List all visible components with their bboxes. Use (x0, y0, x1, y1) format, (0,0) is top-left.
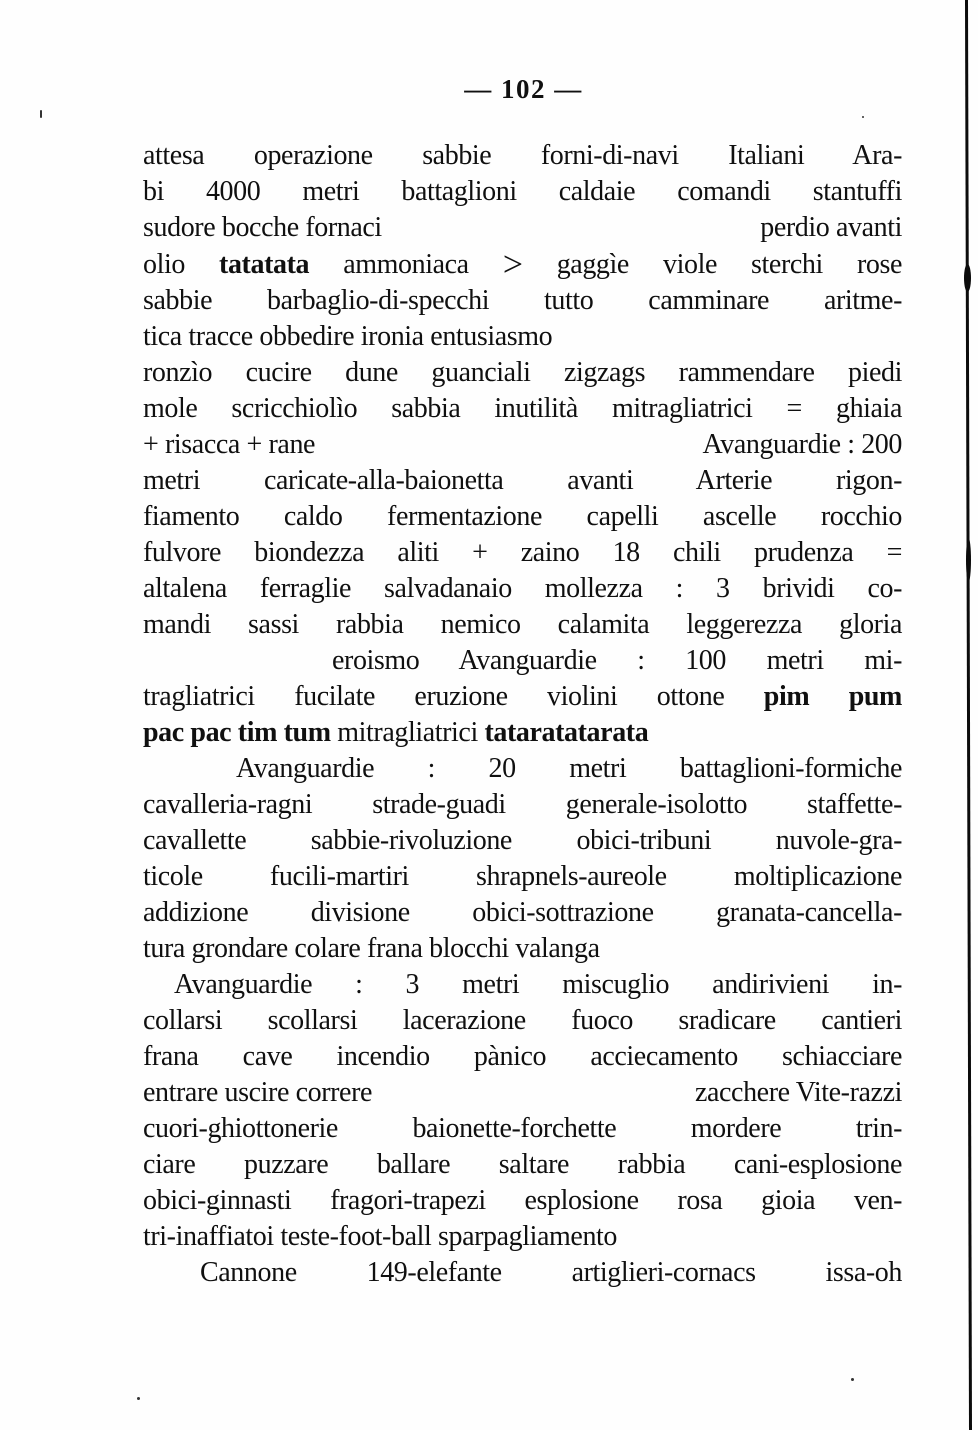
text-line (143, 1003, 902, 1039)
text-segment: Avanguardie : 200 (702, 429, 902, 460)
text-segment: gaggìe viole sterchi rose (522, 249, 902, 280)
text-line (143, 787, 902, 823)
text-segment: frana cave incendio pànico acciecamento schiacciare (143, 1041, 902, 1072)
text-segment: addizione divisione obici-sottrazione granata-cancella- (143, 897, 902, 928)
text-segment: ciare puzzare ballare saltare rabbia cani-esplosione (143, 1149, 902, 1180)
bold-word: tatatata (219, 249, 310, 280)
text-line (143, 895, 902, 931)
text-segment: bi 4000 metri battaglioni caldaie comandi stantuffi (143, 176, 902, 207)
text-segment: ticole fucili-martiri shrapnels-aureole moltiplicazione (143, 861, 902, 892)
text-line (143, 1111, 902, 1147)
text-line (143, 751, 902, 787)
text-segment: tri-inaffiatoi teste-foot-ball sparpagliamento (143, 1221, 618, 1252)
text-segment: fulvore biondezza aliti + zaino 18 chili prudenza = (143, 537, 902, 568)
text-segment: ronzìo cucire dune guanciali zigzags rammendare piedi (143, 357, 902, 388)
text-line (143, 1219, 902, 1255)
bold-word: tataratatarata (484, 717, 649, 748)
text-segment: mitragliatrici (330, 717, 485, 748)
text-segment: tica tracce obbedire ironia entusiasmo (143, 321, 553, 352)
text-line (143, 823, 902, 859)
text-line (143, 391, 902, 427)
text-line (143, 283, 902, 319)
text-segment: obici-ginnasti fragori-trapezi esplosione rosa gioia ven- (143, 1185, 902, 1216)
text-line (143, 679, 902, 715)
text-segment: Cannone 149-elefante artiglieri-cornacs issa-oh (200, 1257, 902, 1288)
greater-than-symbol: > (502, 244, 523, 284)
text-segment: altalena ferraglie salvadanaio mollezza : 3 brividi co- (143, 573, 902, 604)
text-segment: Avanguardie : 20 metri battaglioni-formiche (236, 753, 902, 784)
text-line (143, 1075, 902, 1111)
ink-speck (40, 110, 42, 118)
text-line (143, 571, 902, 607)
text-segment: attesa operazione sabbie forni-di-navi Italiani Ara- (143, 140, 902, 171)
text-segment: zacchere Vite-razzi (694, 1077, 902, 1108)
text-line (143, 1147, 902, 1183)
text-line (143, 607, 902, 643)
text-line (143, 1183, 902, 1219)
text-line (143, 210, 902, 246)
text-segment: fiamento caldo fermentazione capelli ascelle rocchio (143, 501, 902, 532)
text-segment: tragliatrici fucilate eruzione violini ottone (143, 681, 764, 712)
text-line (143, 319, 902, 355)
text-segment: mole scricchiolìo sabbia inutilità mitragliatrici = ghiaia (143, 393, 902, 424)
text-line (143, 1255, 902, 1291)
ink-speck (137, 1397, 140, 1400)
text-line (143, 1039, 902, 1075)
text-segment: entrare uscire correre (143, 1077, 373, 1108)
text-segment: sabbie barbaglio-di-specchi tutto camminare aritme- (143, 285, 902, 316)
bold-word: pim pum (763, 681, 902, 712)
page-number: — 102 — (464, 74, 583, 104)
text-segment: + risacca + rane (143, 429, 316, 460)
text-segment: metri caricate-alla-baionetta avanti Arterie rigon- (143, 465, 902, 496)
text-line (143, 967, 902, 1003)
text-segment: tura grondare colare frana blocchi valanga (143, 933, 600, 964)
ink-speck (851, 1378, 854, 1381)
text-line (143, 643, 902, 679)
text-line (143, 138, 902, 174)
text-line (143, 246, 902, 283)
text-line (143, 463, 902, 499)
text-line (143, 535, 902, 571)
text-segment: cuori-ghiottonerie baionette-forchette mordere trin- (143, 1113, 902, 1144)
text-segment: sudore bocche fornaci (143, 212, 382, 243)
text-line (143, 931, 902, 967)
text-line (143, 859, 902, 895)
text-line (143, 499, 902, 535)
bold-word: pac pac tim tum (143, 717, 331, 748)
text-segment: mandi sassi rabbia nemico calamita leggerezza gloria (143, 609, 902, 640)
text-segment: collarsi scollarsi lacerazione fuoco sradicare cantieri (143, 1005, 902, 1036)
text-line (143, 355, 902, 391)
text-segment: eroismo Avanguardie : 100 metri mi- (332, 645, 902, 676)
text-segment: olio (143, 249, 220, 280)
text-segment: perdio avanti (760, 212, 902, 243)
text-segment: cavallette sabbie-rivoluzione obici-tribuni nuvole-gra- (143, 825, 902, 856)
page-text (143, 138, 902, 1291)
text-segment: Avanguardie : 3 metri miscuglio andirivieni in- (174, 969, 902, 1000)
text-segment: cavalleria-ragni strade-guadi generale-isolotto staffette- (143, 789, 902, 820)
text-segment: ammoniaca (309, 249, 503, 280)
text-line (143, 427, 902, 463)
text-line (143, 715, 902, 751)
text-line (143, 174, 902, 210)
ink-speck (862, 116, 864, 118)
